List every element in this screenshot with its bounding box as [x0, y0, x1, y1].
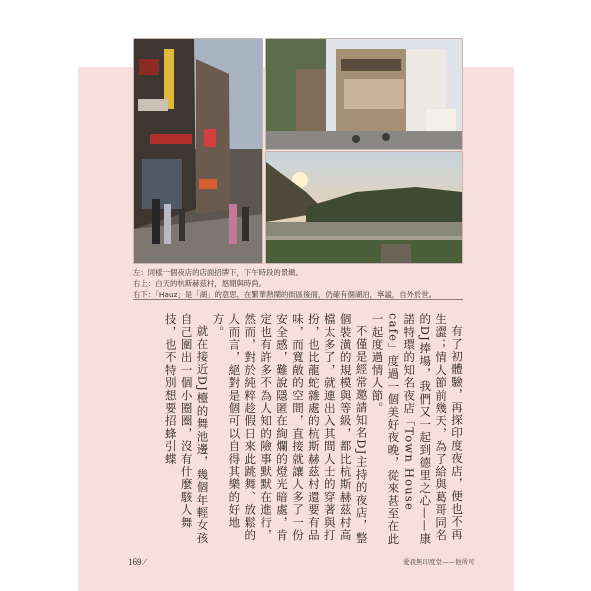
- caption-top-right: 右上：白天的杭斯赫茲村，悠閒與時尚。: [133, 279, 267, 288]
- photo-hauz-lake-sunset: [265, 151, 463, 264]
- photo-hauz-khas-village: [265, 38, 463, 150]
- caption-bottom-right: 右下：「Hauz」是「湖」的意思，在繁華熱鬧的街區後面，仍確有個湖泊，寧謐，自外於世。: [133, 290, 437, 299]
- caption-divider: [133, 299, 463, 300]
- running-head: 愛我無印度堂——他所可: [403, 558, 475, 566]
- article-body: [118, 313, 464, 551]
- caption-left: 左：同樣一個夜店的店面招牌下，下午時段的景緻。: [133, 268, 303, 277]
- paragraph: 有了初體驗，再探印度夜店，便也不再生澀；情人節前幾天，為了給與葛哥同名的DJ捧場，我們又一起到德里之心——康諾特環的知名夜店「Town House cafe」度過一個美好夜晚，從來甚至在此一起度過情人節。: [370, 313, 464, 546]
- paragraph: 就在接近DJ檯的舞池邊，幾個年輕女孩自己圍出一個小圈圈，沒有什麼駭人舞技，也不特別想要招蜂引蝶: [163, 313, 210, 544]
- photo-night-street: [133, 38, 263, 264]
- paragraph: 不僅是經常邀請知名DJ主持的夜店，整個裝潢的規模與等級，都比杭斯赫茲村高檔太多了，就連出入其間人士的穿著與打扮，也比龍蛇雜處的杭斯赫茲村還要有品味，而寬敞的空間，直接就讓人多了一份安全感，難說隱匿在絢爛的燈光暗處，肯定也有許多不為人知的險事默默在進行，然而，對於純粹趁假日來此跳舞、放鬆的人而言，絕對是個可以自得其樂的好地方。: [211, 313, 369, 544]
- photo-captions: [133, 267, 463, 300]
- page-number: 169 ∕: [128, 557, 146, 567]
